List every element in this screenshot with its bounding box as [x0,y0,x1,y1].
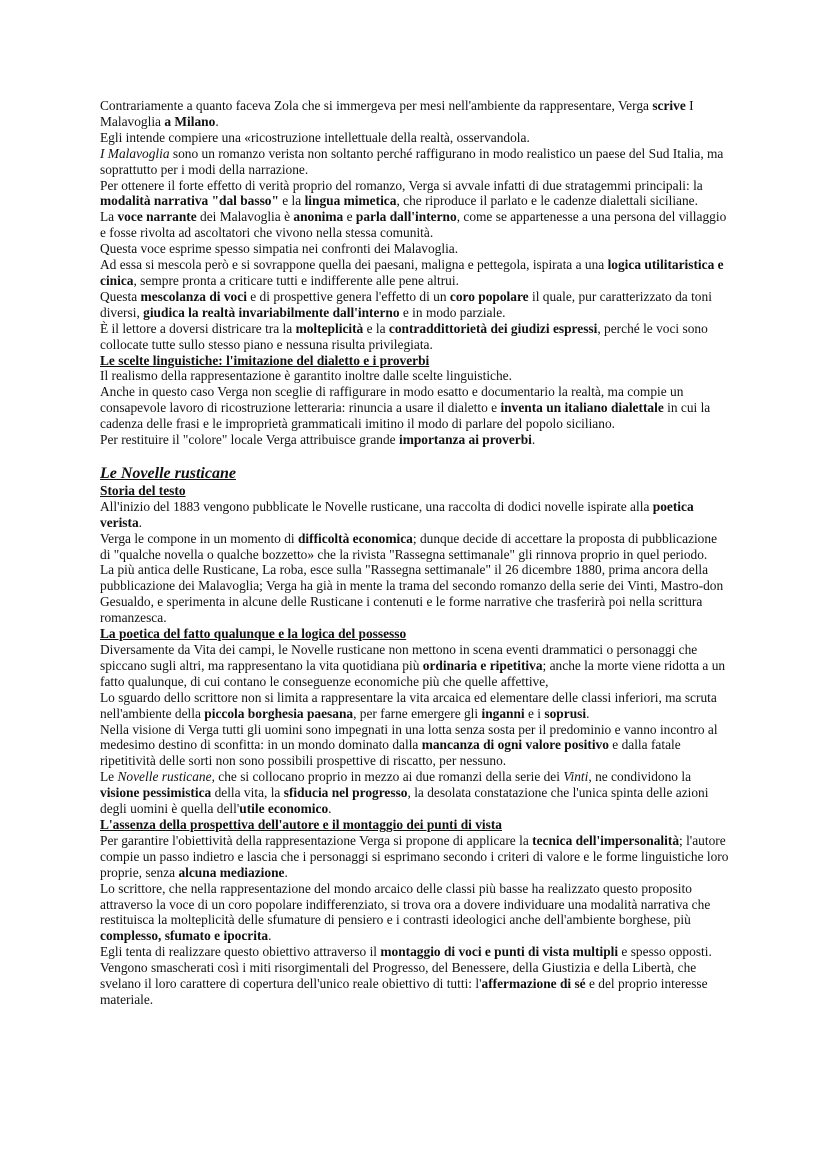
section-title [100,464,730,483]
body-paragraph [100,562,730,626]
text-run: . [531,432,536,448]
text-run: I Malavoglia [100,98,694,129]
subheading [100,626,730,642]
text-run: della vita, la [211,785,284,801]
body-paragraph [100,833,730,881]
bold-text: sfiducia nel progresso [283,785,408,801]
text-run: ; l'autore compie un passo indietro e lascia che i personaggi si esprimano secondo i criteri di valore e le forme linguistiche loro proprie, senza [100,832,729,880]
text-run: ; anche la morte viene ridotta a un fatto qualunque, di cui contano le conseguenze economiche più che quelle affettive, [100,657,726,689]
bold-text: poetica verista [100,498,694,530]
text-run: e spesso opposti. [618,944,712,960]
text-run: Le Novelle rusticane [100,464,236,482]
bold-text: piccola borghesia paesana [204,705,354,721]
text-run: , per farne emergere gli [353,705,482,721]
text-run: , che riproduce il parlato e le cadenze dialettali siciliane. [396,193,698,209]
bold-text: modalità narrativa "dal basso" [100,193,279,209]
bold-text: montaggio di voci e punti di vista multipli [380,944,619,960]
body-paragraph [100,209,730,241]
text-run: e la [363,320,389,336]
bold-text: tecnica dell'impersonalità [532,832,680,848]
bold-text: contraddittorietà dei giudizi espressi [388,320,598,336]
text-run: Questa voce esprime spesso simpatia nei confronti dei Malavoglia. [100,241,459,257]
subheading [100,483,730,499]
body-paragraph [100,241,730,257]
bold-text: voce narrante [117,209,197,225]
text-run: La più antica delle Rusticane, La roba, esce sulla "Rassegna settimanale" il 26 dicembre 1880, prima ancora della pubblicazione dei Malavoglia; Verga ha già in mente la trama del secondo romanzo della serie dei Vinti, Mastro-don Gesualdo, e sperimenta in alcune delle Rusticane i contenuti e le forme narrative che trasferirà poi nella scrittura romanzesca. [100,562,724,626]
text-run: Verga le compone in un momento di [100,530,298,546]
text-run: e in modo parziale. [399,304,506,320]
text-run: . [284,864,288,880]
body-paragraph [100,432,730,448]
bold-text: lingua mimetica [304,193,397,209]
body-paragraph [100,321,730,353]
text-run: , sempre pronta a criticare tutti e indifferente alle pene altrui. [133,272,459,288]
bold-text: complesso, sfumato e ipocrita [100,928,269,944]
text-run: sono un romanzo verista non soltanto perché raffigurano in modo realistico un paese del Sud Italia, ma soprattutto per i modi della narrazione. [100,145,724,177]
text-run: e la [278,193,305,209]
text-run: Egli intende compiere una «ricostruzione intellettuale della realtà, osservandola. [100,129,530,145]
text-run: in cui la cadenza delle frasi e le improprietà grammaticali imitino il modo di parlare del popolo siciliano. [100,400,711,432]
body-paragraph [100,881,730,945]
bold-text: mescolanza di voci [140,288,247,304]
text-run: , ne condividono la [588,769,692,785]
text-run: Lo scrittore, che nella rappresentazione del mondo arcaico delle classi più basse ha realizzato questo proposito attraverso la voce di un coro popolare indifferenziato, si trova ora a dovere individuare una modalità narrativa che restituisca la molteplicità delle sfumature di pensiero e i contrasti ideologici anche dell'ambiente borghese, più [100,880,711,928]
text-run: Storia del testo [100,482,186,498]
bold-text: a Milano [164,113,216,129]
text-run: Per restituire il "colore" locale Verga attribuisce grande [100,432,399,448]
text-run: , perché le voci sono collocate tutte sullo stesso piano e nessuna risulta privilegiata. [100,320,708,352]
text-run: Il realismo della rappresentazione è garantito inoltre dalle scelte linguistiche. [100,368,512,384]
text-run: , che si collocano proprio in mezzo ai due romanzi della serie dei [211,769,564,785]
bold-text: inventa un italiano dialettale [500,400,664,416]
subheading [100,817,730,833]
bold-text: alcuna mediazione [178,864,285,880]
text-run: La poetica del fatto qualunque e la logica del possesso [100,626,407,642]
bold-text: logica utilitaristica e cinica [100,257,724,288]
text-run: e i [524,705,545,721]
body-paragraph [100,130,730,146]
body-paragraph [100,690,730,722]
body-paragraph [100,499,730,531]
text-run: . [586,705,590,721]
text-run: dei Malavoglia è [196,209,294,225]
body-paragraph [100,368,730,384]
body-paragraph [100,384,730,432]
bold-text: parla dall'interno [355,209,457,225]
italic-text: Novelle rusticane [117,769,212,785]
italic-text: I Malavoglia [100,145,170,161]
bold-text: affermazione di sé [481,976,586,992]
body-paragraph [100,531,730,563]
bold-text: utile economico [239,801,329,817]
text-run: e [343,209,356,225]
text-run: Nella visione di Verga tutti gli uomini sono impegnati in una lotta senza sosta per il predominio e vanno incontro al medesimo destino di sconfitta: in un mondo dominato dalla [100,721,718,753]
text-run: Le [100,769,118,785]
text-run: , come se appartenesse a una persona del villaggio e fosse rivolta ad ascoltatori che vivono nella stessa comunità. [100,209,727,241]
body-paragraph [100,642,730,690]
bold-text: giudica la realtà invariabilmente dall'interno [143,304,400,320]
body-paragraph [100,146,730,178]
body-paragraph [100,98,730,130]
italic-text: Vinti [563,769,589,785]
text-run: e di prospettive genera l'effetto di un [246,288,450,304]
subheading [100,353,730,369]
bold-text: anonima [293,209,344,225]
bold-text: inganni [481,705,525,721]
text-run: Lo sguardo dello scrittore non si limita a rappresentare la vita arcaica ed elementare delle classi inferiori, ma scruta nell'ambiente della [100,689,717,721]
text-run: Per garantire l'obiettività della rappresentazione Verga si propone di applicare la [100,832,533,848]
text-run: Questa [100,288,141,304]
text-run: Ad essa si mescola però e si sovrappone quella dei paesani, maligna e pettegola, ispirata a una [100,257,608,273]
document-page [100,98,730,1008]
body-paragraph [100,944,730,960]
text-run: e del proprio interesse materiale. [100,976,708,1007]
bold-text: difficoltà economica [297,530,413,546]
text-run: . [328,801,332,817]
text-run: ; dunque decide di accettare la proposta di pubblicazione di "qualche novella o qualche bozzetto» che la rivista "Rassegna settimanale" gli rinnova proprio in quel periodo. [100,530,718,562]
text-run: . [268,928,272,944]
text-run: . [138,514,143,530]
body-paragraph [100,178,730,210]
text-run: . [215,113,219,129]
text-run: Contrariamente a quanto faceva Zola che si immergeva per mesi nell'ambiente da rappresentare, Verga [100,98,653,113]
text-run: Diversamente da Vita dei campi, le Novelle rusticane non mettono in scena eventi drammatici o personaggi che spiccano sugli altri, ma rappresentano la vita quotidiana più [100,642,698,673]
text-run: Le scelte linguistiche: l'imitazione del dialetto e i proverbi [100,352,430,368]
bold-text: soprusi [544,705,587,721]
text-run: All'inizio del 1883 vengono pubblicate le Novelle rusticane, una raccolta di dodici novelle ispirate alla [100,498,653,514]
text-run: È il lettore a doversi districare tra la [100,320,296,336]
bold-text: visione pessimistica [100,785,212,801]
text-run: L'assenza della prospettiva dell'autore e il montaggio dei punti di vista [100,816,502,832]
bold-text: molteplicità [295,320,364,336]
body-paragraph [100,960,730,1008]
bold-text: coro popolare [449,288,529,304]
text-run: Per ottenere il forte effetto di verità proprio del romanzo, Verga si avvale infatti di due stratagemmi principali: la [100,177,703,193]
body-paragraph [100,722,730,770]
bold-text: ordinaria e ripetitiva [422,657,543,673]
text-run: La [100,209,118,225]
text-run: Anche in questo caso Verga non sceglie di raffigurare in modo esatto e documentario la realtà, ma compie un consapevole lavoro di ricostruzione letteraria: rinuncia a usare il dialetto e [100,384,684,416]
body-paragraph [100,257,730,289]
text-run: , la desolata constatazione che l'unica spinta delle azioni degli uomini è quella dell' [100,785,709,817]
bold-text: mancanza di ogni valore positivo [421,737,609,753]
text-run: il quale, pur caratterizzato da toni diversi, [100,288,712,320]
text-run: e dalla fatale ripetitività delle sorti non sono possibili prospettive di riscatto, per nessuno. [100,737,681,769]
text-run: Vengono smascherati così i miti risorgimentali del Progresso, del Benessere, della Giustizia e della Libertà, che svelano il loro carattere di copertura dell'unico reale obiettivo di tutti: l' [100,960,697,992]
bold-text: importanza ai proverbi [398,432,532,448]
body-paragraph [100,289,730,321]
body-paragraph [100,769,730,817]
text-run: Egli tenta di realizzare questo obiettivo attraverso il [100,944,381,960]
bold-text: scrive [652,98,686,113]
